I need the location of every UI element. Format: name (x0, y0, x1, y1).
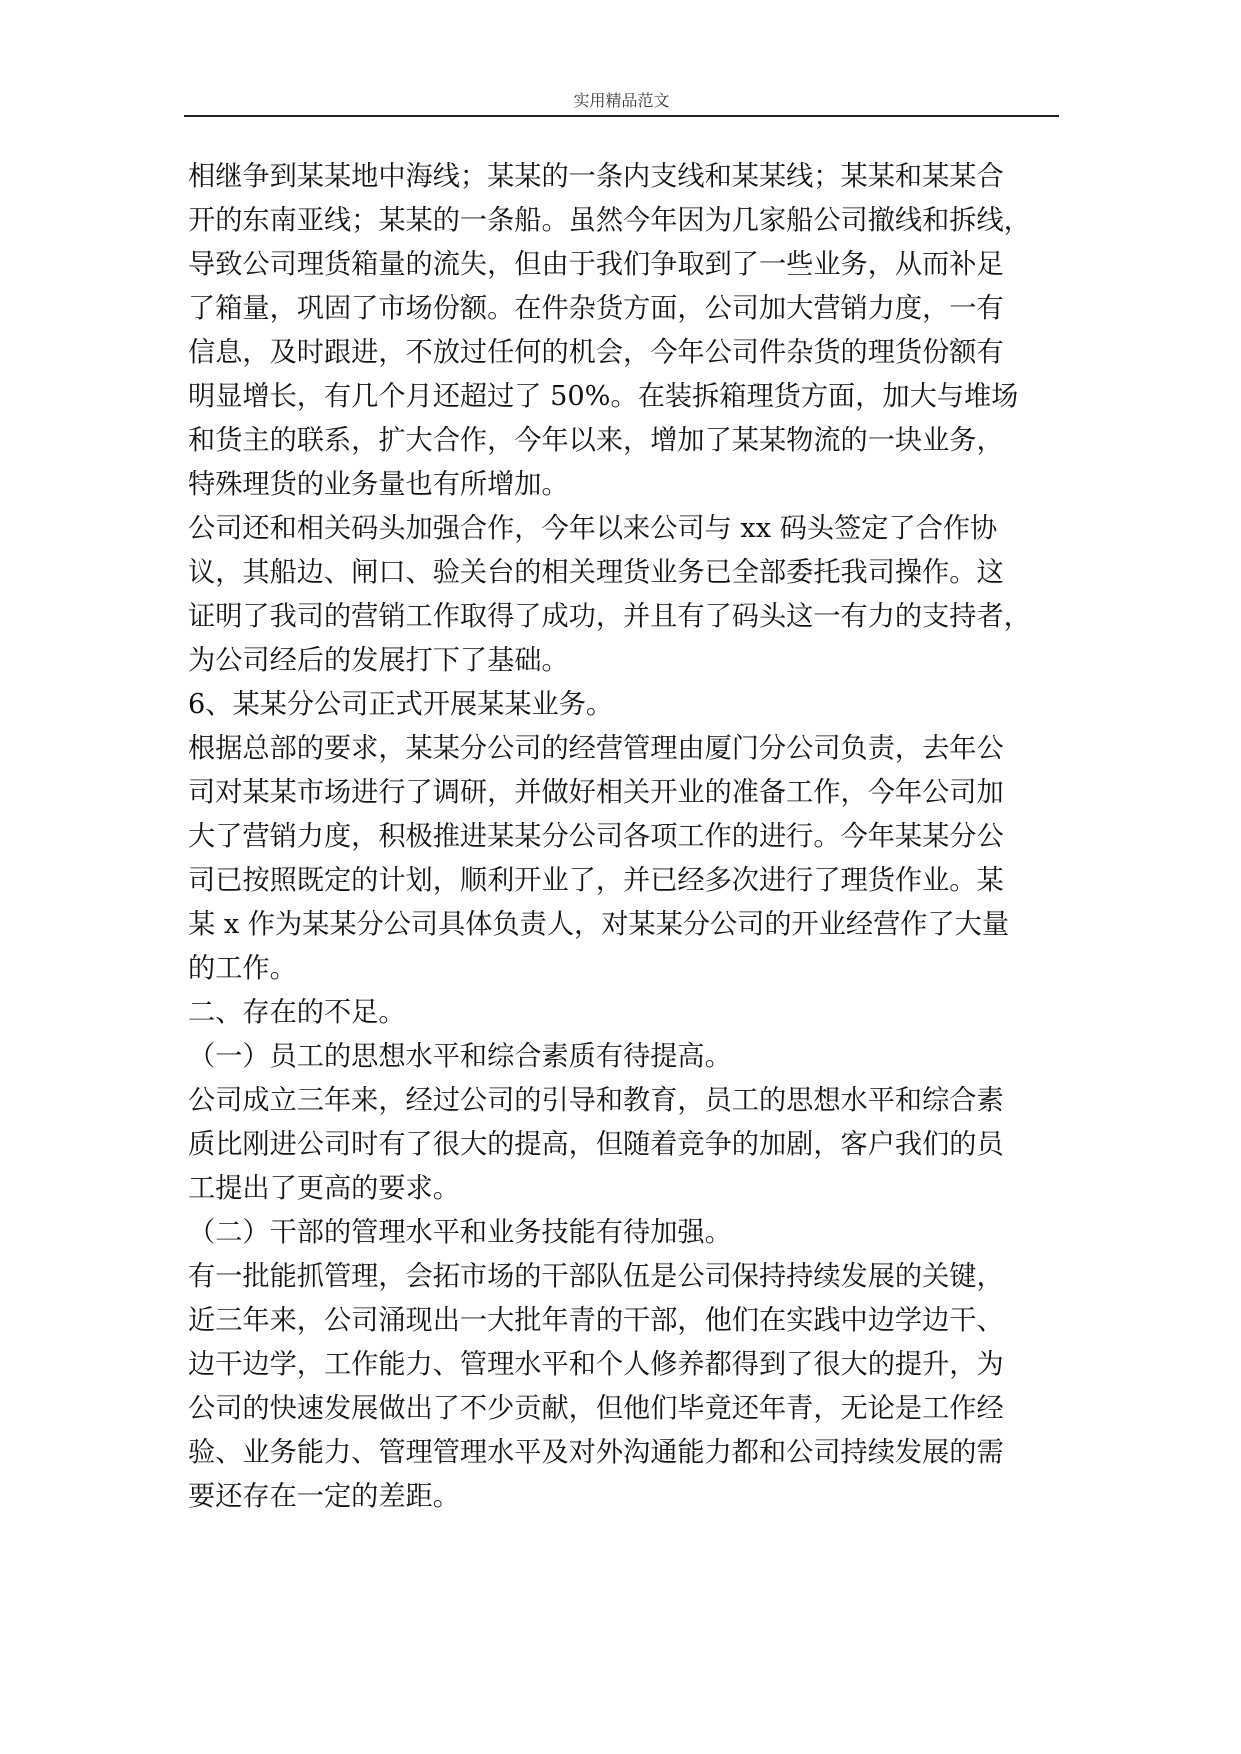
page-header: 实用精品范文 (573, 91, 670, 110)
text-line: 有一批能抓管理，会拓市场的干部队伍是公司保持持续发展的关键， (188, 1261, 1004, 1292)
text-line: 边干边学，工作能力、管理水平和个人修养都得到了很大的提升，为 (188, 1349, 1004, 1380)
text-line: 议，其船边、闸口、验关台的相关理货业务已全部委托我司操作。这 (188, 557, 1004, 588)
text-line: 的工作。 (188, 953, 297, 984)
text-line: 相继争到某某地中海线；某某的一条内支线和某某线；某某和某某合 (188, 161, 1004, 192)
subsection-heading: （一）员工的思想水平和综合素质有待提高。 (188, 1041, 732, 1072)
text-line: 验、业务能力、管理管理水平及对外沟通能力都和公司持续发展的需 (188, 1437, 1004, 1468)
text-line: 某 x 作为某某分公司具体负责人，对某某分公司的开业经营作了大量 (188, 909, 1010, 940)
text-line: 特殊理货的业务量也有所增加。 (188, 469, 569, 500)
subsection-heading: （二）干部的管理水平和业务技能有待加强。 (188, 1217, 732, 1248)
text-line: 证明了我司的营销工作取得了成功，并且有了码头这一有力的支持者， (188, 601, 1031, 632)
section-heading: 6、某某分公司正式开展某某业务。 (188, 689, 614, 720)
text-line: 要还存在一定的差距。 (188, 1481, 460, 1512)
text-line: 根据总部的要求，某某分公司的经营管理由厦门分公司负责，去年公 (188, 733, 1004, 764)
section-heading: 二、存在的不足。 (188, 997, 406, 1028)
text-line: 司对某某市场进行了调研，并做好相关开业的准备工作，今年公司加 (188, 777, 1004, 808)
document-body (188, 155, 1058, 1519)
header-rule (184, 115, 1059, 117)
text-line: 为公司经后的发展打下了基础。 (188, 645, 569, 676)
text-line: 开的东南亚线；某某的一条船。虽然今年因为几家船公司撤线和拆线， (188, 205, 1031, 236)
text-line: 公司的快速发展做出了不少贡献，但他们毕竟还年青，无论是工作经 (188, 1393, 1004, 1424)
text-line: 公司成立三年来，经过公司的引导和教育，员工的思想水平和综合素 (188, 1085, 1004, 1116)
text-line: 大了营销力度，积极推进某某分公司各项工作的进行。今年某某分公 (188, 821, 1004, 852)
text-line: 了箱量，巩固了市场份额。在件杂货方面，公司加大营销力度，一有 (188, 293, 1004, 324)
text-line: 信息，及时跟进，不放过任何的机会，今年公司件杂货的理货份额有 (188, 337, 1004, 368)
text-line: 近三年来，公司涌现出一大批年青的干部，他们在实践中边学边干、 (188, 1305, 1004, 1336)
text-line: 质比刚进公司时有了很大的提高，但随着竞争的加剧，客户我们的员 (188, 1129, 1004, 1160)
text-line: 公司还和相关码头加强合作，今年以来公司与 xx 码头签定了合作协 (188, 513, 998, 544)
text-line: 导致公司理货箱量的流失，但由于我们争取到了一些业务，从而补足 (188, 249, 1004, 280)
text-line: 和货主的联系，扩大合作，今年以来，增加了某某物流的一块业务， (188, 425, 1004, 456)
text-line: 司已按照既定的计划，顺利开业了，并已经多次进行了理货作业。某 (188, 865, 1004, 896)
text-line: 工提出了更高的要求。 (188, 1173, 460, 1204)
text-line: 明显增长，有几个月还超过了 50%。在装拆箱理货方面，加大与堆场 (188, 381, 1019, 412)
